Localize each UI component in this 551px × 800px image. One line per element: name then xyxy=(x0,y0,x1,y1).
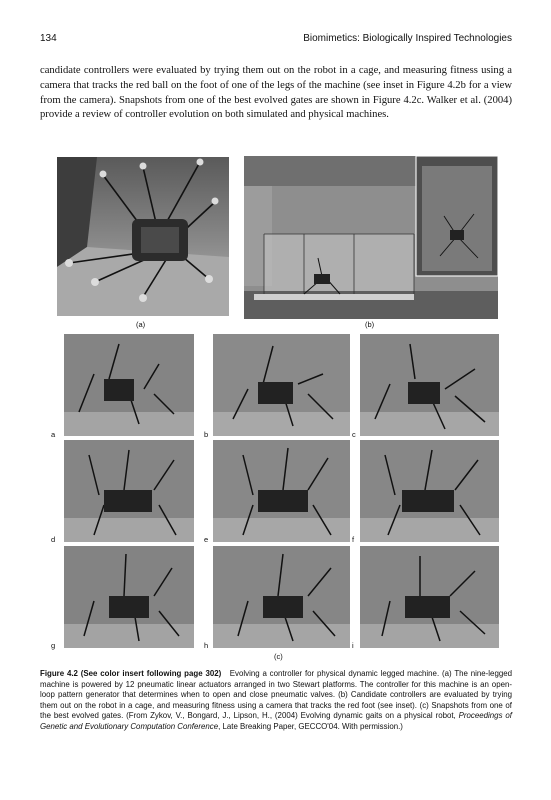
snapshot-label-h: h xyxy=(204,641,209,650)
snapshot-f xyxy=(360,440,499,542)
snapshot-a xyxy=(64,334,194,436)
page-number: 134 xyxy=(40,33,57,44)
snapshot-g xyxy=(64,546,194,648)
snapshot-h xyxy=(213,546,350,648)
caption-italic-citation: Proceedings of Genetic and Evolutionary Computation Conference xyxy=(40,711,512,731)
snapshot-label-b: b xyxy=(204,430,209,439)
snapshot-e xyxy=(213,440,350,542)
snapshot-i xyxy=(360,546,499,648)
figure-caption xyxy=(40,669,512,733)
caption-lead: Figure 4.2 (See color insert following page 302) xyxy=(40,669,222,678)
snapshot-b xyxy=(213,334,350,436)
photo-cage-setup xyxy=(244,156,498,319)
snapshot-label-a: a xyxy=(51,430,56,439)
snapshot-label-c: c xyxy=(352,430,356,439)
panel-label-b: (b) xyxy=(365,320,375,329)
snapshot-label-f: f xyxy=(352,535,355,544)
snapshot-label-i: i xyxy=(352,641,354,650)
snapshot-c xyxy=(360,334,499,436)
panel-label-c: (c) xyxy=(274,652,283,661)
photo-robot-floor xyxy=(57,157,229,316)
body-paragraph: candidate controllers were evaluated by trying them out on the robot in a cage, and measuring fitness using a camera that tracks the red ball on the foot of one of the legs of the machine (see inset in Figure 4.2b for a view from the camera). Snapshots from one of the best evolved gates are shown in Figure 4.2c. Walker et al. (2004) provide a review of controller evolution on both simulated and physical machines. xyxy=(40,65,512,121)
running-title: Biomimetics: Biologically Inspired Technologies xyxy=(303,33,512,44)
snapshot-label-e: e xyxy=(204,535,209,544)
snapshot-d xyxy=(64,440,194,542)
panel-label-a: (a) xyxy=(136,320,146,329)
caption-text: Evolving a controller for physical dynamic legged machine. (a) The nine-legged machine is powered by 12 pneumatic linear actuators arranged in two Stewart platforms. The controller for this machine is an open-loop pattern generator that determines when to open and close pneumatic valves. (b) Candidate controllers are evaluated by trying them out on the robot in a cage, and measuring fitness using a camera that tracks the red foot (see inset). (c) Snapshots from one of the best evolved gates. (From Zykov, V., Bongard, J., Lipson, H., (2004) Evolving dynamic gaits on a physical robot, xyxy=(40,669,512,721)
caption-text-end: , Late Breaking Paper, GECCO'04. With permission.) xyxy=(218,721,403,731)
running-header xyxy=(40,33,512,47)
snapshot-label-g: g xyxy=(51,641,56,650)
snapshot-label-d: d xyxy=(51,535,56,544)
